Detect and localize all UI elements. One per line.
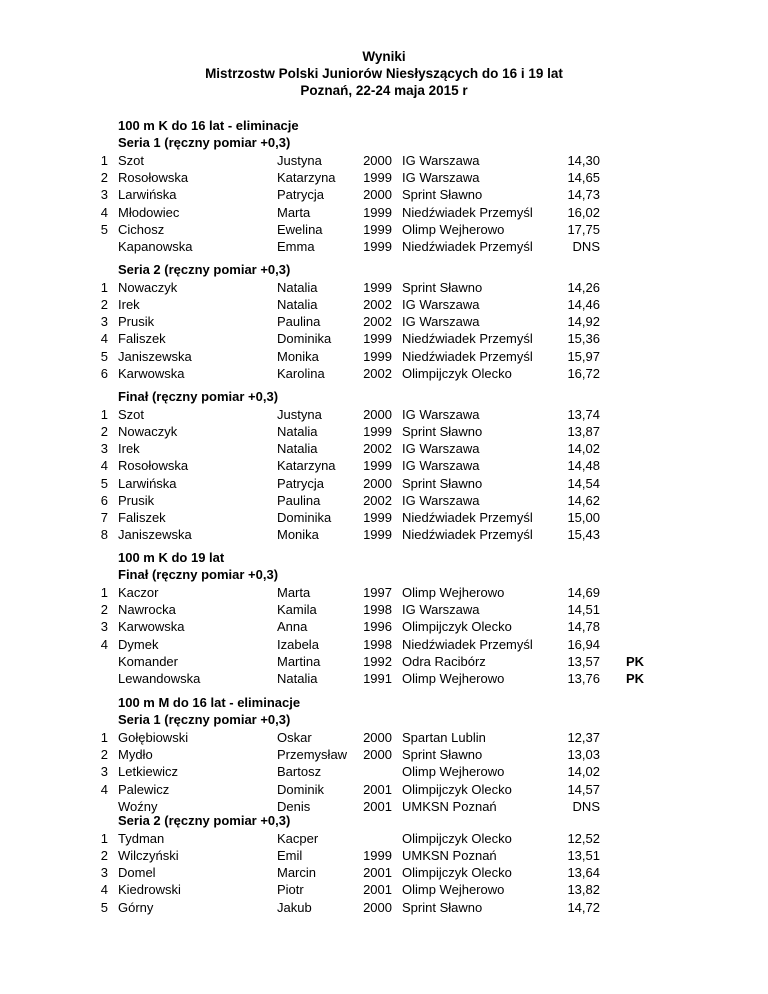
place-number: 3 xyxy=(100,187,108,203)
result-row xyxy=(0,729,768,746)
result-time: DNS xyxy=(572,798,600,814)
first-name: Denis xyxy=(277,798,311,814)
result-time: 12,37 xyxy=(567,730,600,746)
first-name: Natalia xyxy=(277,441,318,457)
place-number: 4 xyxy=(100,458,108,474)
club-name: Niedźwiadek Przemyśl xyxy=(402,509,533,525)
place-number: 7 xyxy=(100,509,108,525)
first-name: Marta xyxy=(277,204,311,220)
result-time: 15,97 xyxy=(567,348,600,364)
club-name: Olimp Wejherowo xyxy=(402,764,505,780)
place-number: 5 xyxy=(100,348,108,364)
place-number: 2 xyxy=(100,297,108,313)
last-name: Prusik xyxy=(118,314,155,330)
birth-year: 1999 xyxy=(363,348,392,364)
last-name: Dymek xyxy=(118,636,159,652)
place-number: 3 xyxy=(100,441,108,457)
place-number: 6 xyxy=(100,492,108,508)
club-name: Sprint Sławno xyxy=(402,424,483,440)
result-time: 15,36 xyxy=(567,331,600,347)
section-heading: Finał (ręczny pomiar +0,3) xyxy=(118,567,279,583)
birth-year: 1999 xyxy=(363,526,392,542)
result-time: 16,02 xyxy=(567,204,600,220)
last-name: Młodowiec xyxy=(118,204,180,220)
result-row xyxy=(0,763,768,780)
birth-year: 1999 xyxy=(363,458,392,474)
birth-year: 1996 xyxy=(363,619,392,635)
first-name: Katarzyna xyxy=(277,458,336,474)
place-number: 2 xyxy=(100,848,108,864)
section-heading: Seria 2 (ręczny pomiar +0,3) xyxy=(118,813,291,828)
result-row xyxy=(0,423,768,440)
place-number: 5 xyxy=(100,899,108,915)
result-row xyxy=(0,881,768,898)
last-name: Kiedrowski xyxy=(118,882,181,898)
result-time: 14,46 xyxy=(567,297,600,313)
first-name: Izabela xyxy=(277,636,319,652)
first-name: Paulina xyxy=(277,492,321,508)
result-time: 14,73 xyxy=(567,187,600,203)
result-time: 14,92 xyxy=(567,314,600,330)
result-time: 14,26 xyxy=(567,280,600,296)
place-number: 2 xyxy=(100,170,108,186)
place-number: 8 xyxy=(100,526,108,542)
last-name: Woźny xyxy=(118,798,158,814)
first-name: Przemysław xyxy=(277,747,348,763)
club-name: Niedźwiadek Przemyśl xyxy=(402,238,533,254)
result-row xyxy=(0,406,768,423)
birth-year: 1999 xyxy=(363,238,392,254)
first-name: Monika xyxy=(277,526,319,542)
result-row xyxy=(0,746,768,763)
first-name: Emil xyxy=(277,848,303,864)
first-name: Anna xyxy=(277,619,308,635)
last-name: Szot xyxy=(118,407,145,423)
club-name: Spartan Lublin xyxy=(402,730,486,746)
birth-year: 1999 xyxy=(363,280,392,296)
section-heading: Seria 1 (ręczny pomiar +0,3) xyxy=(118,712,291,728)
club-name: Olimp Wejherowo xyxy=(402,882,505,898)
place-number: 2 xyxy=(100,747,108,763)
place-number: 4 xyxy=(100,781,108,797)
result-row xyxy=(0,169,768,186)
birth-year: 2000 xyxy=(363,475,392,491)
last-name: Komander xyxy=(118,653,178,669)
result-note: PK xyxy=(626,670,645,686)
club-name: IG Warszawa xyxy=(402,297,480,313)
last-name: Janiszewska xyxy=(118,348,192,364)
place-number: 3 xyxy=(100,619,108,635)
result-time: 13,76 xyxy=(567,670,600,686)
club-name: IG Warszawa xyxy=(402,153,480,169)
first-name: Patrycja xyxy=(277,475,324,491)
last-name: Rosołowska xyxy=(118,170,189,186)
first-name: Kamila xyxy=(277,602,317,618)
birth-year: 1999 xyxy=(363,509,392,525)
first-name: Justyna xyxy=(277,153,322,169)
result-row xyxy=(0,670,768,687)
first-name: Natalia xyxy=(277,280,318,296)
result-time: 14,72 xyxy=(567,899,600,915)
birth-year: 2001 xyxy=(363,798,392,814)
first-name: Ewelina xyxy=(277,221,323,237)
birth-year: 2000 xyxy=(363,407,392,423)
first-name: Emma xyxy=(277,238,315,254)
result-time: 13,51 xyxy=(567,848,600,864)
first-name: Patrycja xyxy=(277,187,324,203)
result-time: 13,87 xyxy=(567,424,600,440)
result-time: 14,78 xyxy=(567,619,600,635)
result-time: 16,72 xyxy=(567,365,600,381)
club-name: Odra Racibórz xyxy=(402,653,486,669)
result-row xyxy=(0,152,768,169)
birth-year: 2000 xyxy=(363,153,392,169)
birth-year: 2002 xyxy=(363,492,392,508)
club-name: Olimpijczyk Olecko xyxy=(402,365,512,381)
result-row xyxy=(0,457,768,474)
club-name: Olimpijczyk Olecko xyxy=(402,865,512,881)
last-name: Kaczor xyxy=(118,585,159,601)
result-time: 14,48 xyxy=(567,458,600,474)
last-name: Prusik xyxy=(118,492,155,508)
first-name: Kacper xyxy=(277,831,319,847)
last-name: Faliszek xyxy=(118,331,166,347)
birth-year: 1999 xyxy=(363,221,392,237)
last-name: Lewandowska xyxy=(118,670,201,686)
last-name: Faliszek xyxy=(118,509,166,525)
document-date-place: Poznań, 22-24 maja 2015 r xyxy=(300,83,468,98)
result-row xyxy=(0,899,768,916)
club-name: Niedźwiadek Przemyśl xyxy=(402,204,533,220)
last-name: Karwowska xyxy=(118,619,185,635)
result-time: 14,51 xyxy=(567,602,600,618)
document-title: Wyniki xyxy=(362,49,406,64)
club-name: IG Warszawa xyxy=(402,170,480,186)
result-time: DNS xyxy=(572,238,600,254)
birth-year: 1999 xyxy=(363,170,392,186)
last-name: Gołębiowski xyxy=(118,730,189,746)
result-row xyxy=(0,279,768,296)
club-name: IG Warszawa xyxy=(402,407,480,423)
birth-year: 2001 xyxy=(363,865,392,881)
last-name: Irek xyxy=(118,297,140,313)
birth-year: 1999 xyxy=(363,204,392,220)
result-time: 14,30 xyxy=(567,153,600,169)
first-name: Natalia xyxy=(277,670,318,686)
birth-year: 1999 xyxy=(363,331,392,347)
result-row xyxy=(0,296,768,313)
place-number: 6 xyxy=(100,365,108,381)
result-time: 13,57 xyxy=(567,653,600,669)
club-name: UMKSN Poznań xyxy=(402,798,497,814)
birth-year: 2002 xyxy=(363,441,392,457)
first-name: Katarzyna xyxy=(277,170,336,186)
result-time: 14,02 xyxy=(567,764,600,780)
club-name: Olimp Wejherowo xyxy=(402,585,505,601)
first-name: Oskar xyxy=(277,730,312,746)
birth-year: 1999 xyxy=(363,424,392,440)
result-row xyxy=(0,440,768,457)
last-name: Nowaczyk xyxy=(118,280,178,296)
place-number: 3 xyxy=(100,865,108,881)
place-number: 4 xyxy=(100,882,108,898)
result-row xyxy=(0,798,768,815)
last-name: Karwowska xyxy=(118,365,185,381)
result-row xyxy=(0,864,768,881)
result-row xyxy=(0,186,768,203)
club-name: Niedźwiadek Przemyśl xyxy=(402,636,533,652)
birth-year: 1997 xyxy=(363,585,392,601)
last-name: Larwińska xyxy=(118,187,177,203)
result-time: 14,65 xyxy=(567,170,600,186)
result-row xyxy=(0,653,768,670)
club-name: Olimp Wejherowo xyxy=(402,670,505,686)
club-name: Sprint Sławno xyxy=(402,280,483,296)
result-time: 14,54 xyxy=(567,475,600,491)
club-name: IG Warszawa xyxy=(402,441,480,457)
club-name: Niedźwiadek Przemyśl xyxy=(402,348,533,364)
club-name: IG Warszawa xyxy=(402,458,480,474)
result-row xyxy=(0,636,768,653)
club-name: IG Warszawa xyxy=(402,602,480,618)
result-time: 13,64 xyxy=(567,865,600,881)
result-time: 15,00 xyxy=(567,509,600,525)
birth-year: 2000 xyxy=(363,899,392,915)
result-row xyxy=(0,526,768,543)
result-row xyxy=(0,618,768,635)
result-row xyxy=(0,221,768,238)
document-subtitle: Mistrzostw Polski Juniorów Niesłyszących do 16 i 19 lat xyxy=(205,66,563,81)
first-name: Dominika xyxy=(277,509,332,525)
first-name: Justyna xyxy=(277,407,322,423)
last-name: Irek xyxy=(118,441,140,457)
section-heading: 100 m K do 16 lat - eliminacje xyxy=(118,118,299,133)
result-time: 13,03 xyxy=(567,747,600,763)
place-number: 1 xyxy=(100,280,108,296)
result-note: PK xyxy=(626,653,645,669)
section-heading: Finał (ręczny pomiar +0,3) xyxy=(118,389,279,404)
place-number: 1 xyxy=(100,585,108,601)
result-time: 14,69 xyxy=(567,585,600,601)
first-name: Jakub xyxy=(277,899,312,915)
section-heading: Seria 1 (ręczny pomiar +0,3) xyxy=(118,135,291,151)
result-row xyxy=(0,584,768,601)
club-name: IG Warszawa xyxy=(402,492,480,508)
first-name: Dominika xyxy=(277,331,332,347)
birth-year: 1999 xyxy=(363,848,392,864)
first-name: Dominik xyxy=(277,781,324,797)
place-number: 5 xyxy=(100,221,108,237)
first-name: Marcin xyxy=(277,865,317,881)
first-name: Martina xyxy=(277,653,321,669)
result-time: 14,02 xyxy=(567,441,600,457)
result-row xyxy=(0,830,768,847)
place-number: 1 xyxy=(100,407,108,423)
last-name: Domel xyxy=(118,865,156,881)
place-number: 1 xyxy=(100,730,108,746)
last-name: Janiszewska xyxy=(118,526,192,542)
last-name: Cichosz xyxy=(118,221,165,237)
club-name: Sprint Sławno xyxy=(402,475,483,491)
result-row xyxy=(0,348,768,365)
last-name: Rosołowska xyxy=(118,458,189,474)
result-row xyxy=(0,509,768,526)
birth-year: 2002 xyxy=(363,314,392,330)
first-name: Karolina xyxy=(277,365,325,381)
birth-year: 1998 xyxy=(363,602,392,618)
first-name: Natalia xyxy=(277,424,318,440)
birth-year: 2001 xyxy=(363,882,392,898)
last-name: Górny xyxy=(118,899,154,915)
last-name: Larwińska xyxy=(118,475,177,491)
section-heading: 100 m M do 16 lat - eliminacje xyxy=(118,695,301,710)
last-name: Nawrocka xyxy=(118,602,176,618)
result-row xyxy=(0,492,768,509)
club-name: Niedźwiadek Przemyśl xyxy=(402,331,533,347)
first-name: Paulina xyxy=(277,314,321,330)
birth-year: 2002 xyxy=(363,297,392,313)
place-number: 3 xyxy=(100,314,108,330)
result-row xyxy=(0,330,768,347)
club-name: UMKSN Poznań xyxy=(402,848,497,864)
last-name: Wilczyński xyxy=(118,848,179,864)
section-heading: 100 m K do 19 lat xyxy=(118,550,225,565)
place-number: 4 xyxy=(100,331,108,347)
first-name: Piotr xyxy=(277,882,304,898)
club-name: Niedźwiadek Przemyśl xyxy=(402,526,533,542)
birth-year: 1992 xyxy=(363,653,392,669)
result-time: 14,62 xyxy=(567,492,600,508)
result-time: 13,82 xyxy=(567,882,600,898)
club-name: Sprint Sławno xyxy=(402,747,483,763)
result-time: 16,94 xyxy=(567,636,600,652)
birth-year: 2000 xyxy=(363,730,392,746)
place-number: 3 xyxy=(100,764,108,780)
last-name: Letkiewicz xyxy=(118,764,178,780)
first-name: Marta xyxy=(277,585,311,601)
result-row xyxy=(0,475,768,492)
club-name: Olimpijczyk Olecko xyxy=(402,781,512,797)
place-number: 2 xyxy=(100,424,108,440)
birth-year: 1998 xyxy=(363,636,392,652)
last-name: Tydman xyxy=(118,831,165,847)
club-name: Sprint Sławno xyxy=(402,187,483,203)
result-time: 14,57 xyxy=(567,781,600,797)
place-number: 5 xyxy=(100,475,108,491)
place-number: 1 xyxy=(100,153,108,169)
last-name: Kapanowska xyxy=(118,238,193,254)
last-name: Nowaczyk xyxy=(118,424,178,440)
place-number: 4 xyxy=(100,204,108,220)
place-number: 2 xyxy=(100,602,108,618)
birth-year: 2002 xyxy=(363,365,392,381)
last-name: Mydło xyxy=(118,747,153,763)
last-name: Palewicz xyxy=(118,781,170,797)
club-name: IG Warszawa xyxy=(402,314,480,330)
club-name: Sprint Sławno xyxy=(402,899,483,915)
birth-year: 2000 xyxy=(363,747,392,763)
place-number: 1 xyxy=(100,831,108,847)
result-row xyxy=(0,238,768,255)
place-number: 4 xyxy=(100,636,108,652)
result-row xyxy=(0,313,768,330)
first-name: Bartosz xyxy=(277,764,322,780)
birth-year: 2000 xyxy=(363,187,392,203)
result-row xyxy=(0,847,768,864)
result-time: 13,74 xyxy=(567,407,600,423)
first-name: Monika xyxy=(277,348,319,364)
club-name: Olimpijczyk Olecko xyxy=(402,619,512,635)
result-time: 12,52 xyxy=(567,831,600,847)
club-name: Olimp Wejherowo xyxy=(402,221,505,237)
last-name: Szot xyxy=(118,153,145,169)
result-time: 17,75 xyxy=(567,221,600,237)
club-name: Olimpijczyk Olecko xyxy=(402,831,512,847)
first-name: Natalia xyxy=(277,297,318,313)
result-row xyxy=(0,204,768,221)
birth-year: 2001 xyxy=(363,781,392,797)
result-row xyxy=(0,365,768,382)
result-time: 15,43 xyxy=(567,526,600,542)
section-heading: Seria 2 (ręczny pomiar +0,3) xyxy=(118,262,291,277)
result-row xyxy=(0,781,768,798)
birth-year: 1991 xyxy=(363,670,392,686)
result-row xyxy=(0,601,768,618)
